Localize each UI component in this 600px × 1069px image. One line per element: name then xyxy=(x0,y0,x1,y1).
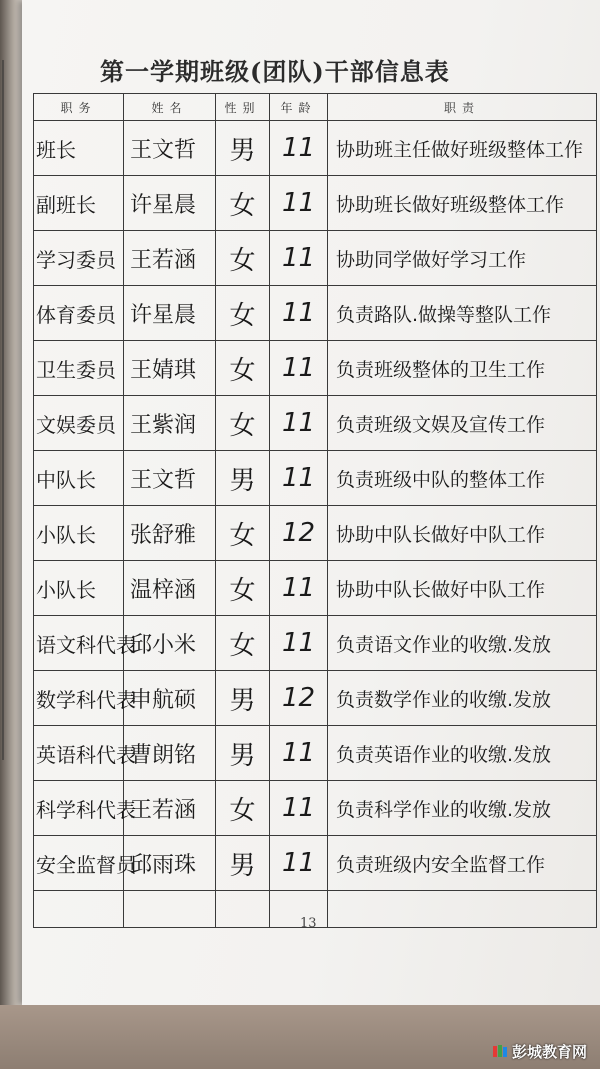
row-position: 副班长 xyxy=(34,176,124,231)
row-duty: 负责语文作业的收缴.发放 xyxy=(328,616,597,671)
row-age: 11 xyxy=(270,341,328,396)
row-age: 11 xyxy=(270,726,328,781)
row-sex: 男 xyxy=(216,671,270,726)
row-duty: 协助中队长做好中队工作 xyxy=(328,506,597,561)
row-duty: 负责科学作业的收缴.发放 xyxy=(328,781,597,836)
row-age: 11 xyxy=(270,176,328,231)
spine-binding-line xyxy=(2,60,4,760)
empty-cell xyxy=(270,891,328,928)
row-duty: 协助班主任做好班级整体工作 xyxy=(328,121,597,176)
row-position: 英语科代表 xyxy=(34,726,124,781)
row-sex: 男 xyxy=(216,726,270,781)
row-duty: 负责路队.做操等整队工作 xyxy=(328,286,597,341)
table-header-row xyxy=(34,94,597,121)
row-name: 邱雨珠 xyxy=(124,836,216,891)
book-logo-icon xyxy=(492,1043,508,1059)
row-sex: 女 xyxy=(216,781,270,836)
row-duty: 协助同学做好学习工作 xyxy=(328,231,597,286)
watermark xyxy=(492,1040,587,1062)
header-position: 职务 xyxy=(34,94,124,121)
row-duty: 负责班级内安全监督工作 xyxy=(328,836,597,891)
row-sex: 女 xyxy=(216,616,270,671)
row-position: 小队长 xyxy=(34,561,124,616)
row-sex: 男 xyxy=(216,836,270,891)
row-age: 11 xyxy=(270,781,328,836)
row-sex: 男 xyxy=(216,121,270,176)
table-row xyxy=(34,561,597,616)
row-position: 科学科代表 xyxy=(34,781,124,836)
row-position: 安全监督员 xyxy=(34,836,124,891)
cadre-info-table xyxy=(33,93,597,928)
table-body xyxy=(34,121,597,928)
row-name: 王婧琪 xyxy=(124,341,216,396)
header-duty: 职责 xyxy=(328,94,597,121)
row-name: 王文哲 xyxy=(124,121,216,176)
row-position: 班长 xyxy=(34,121,124,176)
row-sex: 女 xyxy=(216,561,270,616)
book-spine xyxy=(0,0,22,1005)
row-duty: 负责班级整体的卫生工作 xyxy=(328,341,597,396)
row-sex: 女 xyxy=(216,396,270,451)
table-row xyxy=(34,836,597,891)
row-name: 温梓涵 xyxy=(124,561,216,616)
header-sex: 性别 xyxy=(216,94,270,121)
row-age: 11 xyxy=(270,451,328,506)
empty-cell xyxy=(216,891,270,928)
row-position: 小队长 xyxy=(34,506,124,561)
document-title: 第一学期班级(团队)干部信息表 xyxy=(100,57,450,86)
table-row xyxy=(34,506,597,561)
row-name: 许星晨 xyxy=(124,286,216,341)
row-sex: 女 xyxy=(216,286,270,341)
table-row xyxy=(34,231,597,286)
table-row xyxy=(34,396,597,451)
table-row xyxy=(34,671,597,726)
row-duty: 协助中队长做好中队工作 xyxy=(328,561,597,616)
row-age: 12 xyxy=(270,506,328,561)
row-age: 11 xyxy=(270,561,328,616)
row-sex: 女 xyxy=(216,176,270,231)
table-row xyxy=(34,451,597,506)
table-row xyxy=(34,121,597,176)
row-position: 数学科代表 xyxy=(34,671,124,726)
table-row xyxy=(34,341,597,396)
row-sex: 女 xyxy=(216,231,270,286)
row-sex: 女 xyxy=(216,341,270,396)
row-name: 王紫润 xyxy=(124,396,216,451)
row-name: 曹朗铭 xyxy=(124,726,216,781)
row-sex: 男 xyxy=(216,451,270,506)
row-age: 11 xyxy=(270,836,328,891)
table-row xyxy=(34,616,597,671)
row-duty: 负责班级文娱及宣传工作 xyxy=(328,396,597,451)
row-duty: 协助班长做好班级整体工作 xyxy=(328,176,597,231)
row-position: 学习委员 xyxy=(34,231,124,286)
header-name: 姓名 xyxy=(124,94,216,121)
row-age: 11 xyxy=(270,286,328,341)
row-duty: 负责班级中队的整体工作 xyxy=(328,451,597,506)
row-sex: 女 xyxy=(216,506,270,561)
row-name: 王文哲 xyxy=(124,451,216,506)
row-age: 11 xyxy=(270,231,328,286)
table-row xyxy=(34,286,597,341)
row-position: 体育委员 xyxy=(34,286,124,341)
row-position: 卫生委员 xyxy=(34,341,124,396)
row-name: 王若涵 xyxy=(124,781,216,836)
row-position: 语文科代表 xyxy=(34,616,124,671)
empty-cell xyxy=(328,891,597,928)
row-name: 邱小米 xyxy=(124,616,216,671)
row-age: 11 xyxy=(270,396,328,451)
row-age: 11 xyxy=(270,121,328,176)
page-number: 13 xyxy=(300,916,317,931)
row-duty: 负责英语作业的收缴.发放 xyxy=(328,726,597,781)
empty-cell xyxy=(124,891,216,928)
row-name: 王若涵 xyxy=(124,231,216,286)
row-age: 11 xyxy=(270,616,328,671)
watermark-text: 彭城教育网 xyxy=(512,1042,588,1061)
row-position: 中队长 xyxy=(34,451,124,506)
row-name: 张舒雅 xyxy=(124,506,216,561)
header-age: 年龄 xyxy=(270,94,328,121)
table-row xyxy=(34,176,597,231)
table-row xyxy=(34,726,597,781)
row-name: 申航硕 xyxy=(124,671,216,726)
row-age: 12 xyxy=(270,671,328,726)
row-name: 许星晨 xyxy=(124,176,216,231)
row-position: 文娱委员 xyxy=(34,396,124,451)
empty-cell xyxy=(34,891,124,928)
table-row xyxy=(34,781,597,836)
row-duty: 负责数学作业的收缴.发放 xyxy=(328,671,597,726)
